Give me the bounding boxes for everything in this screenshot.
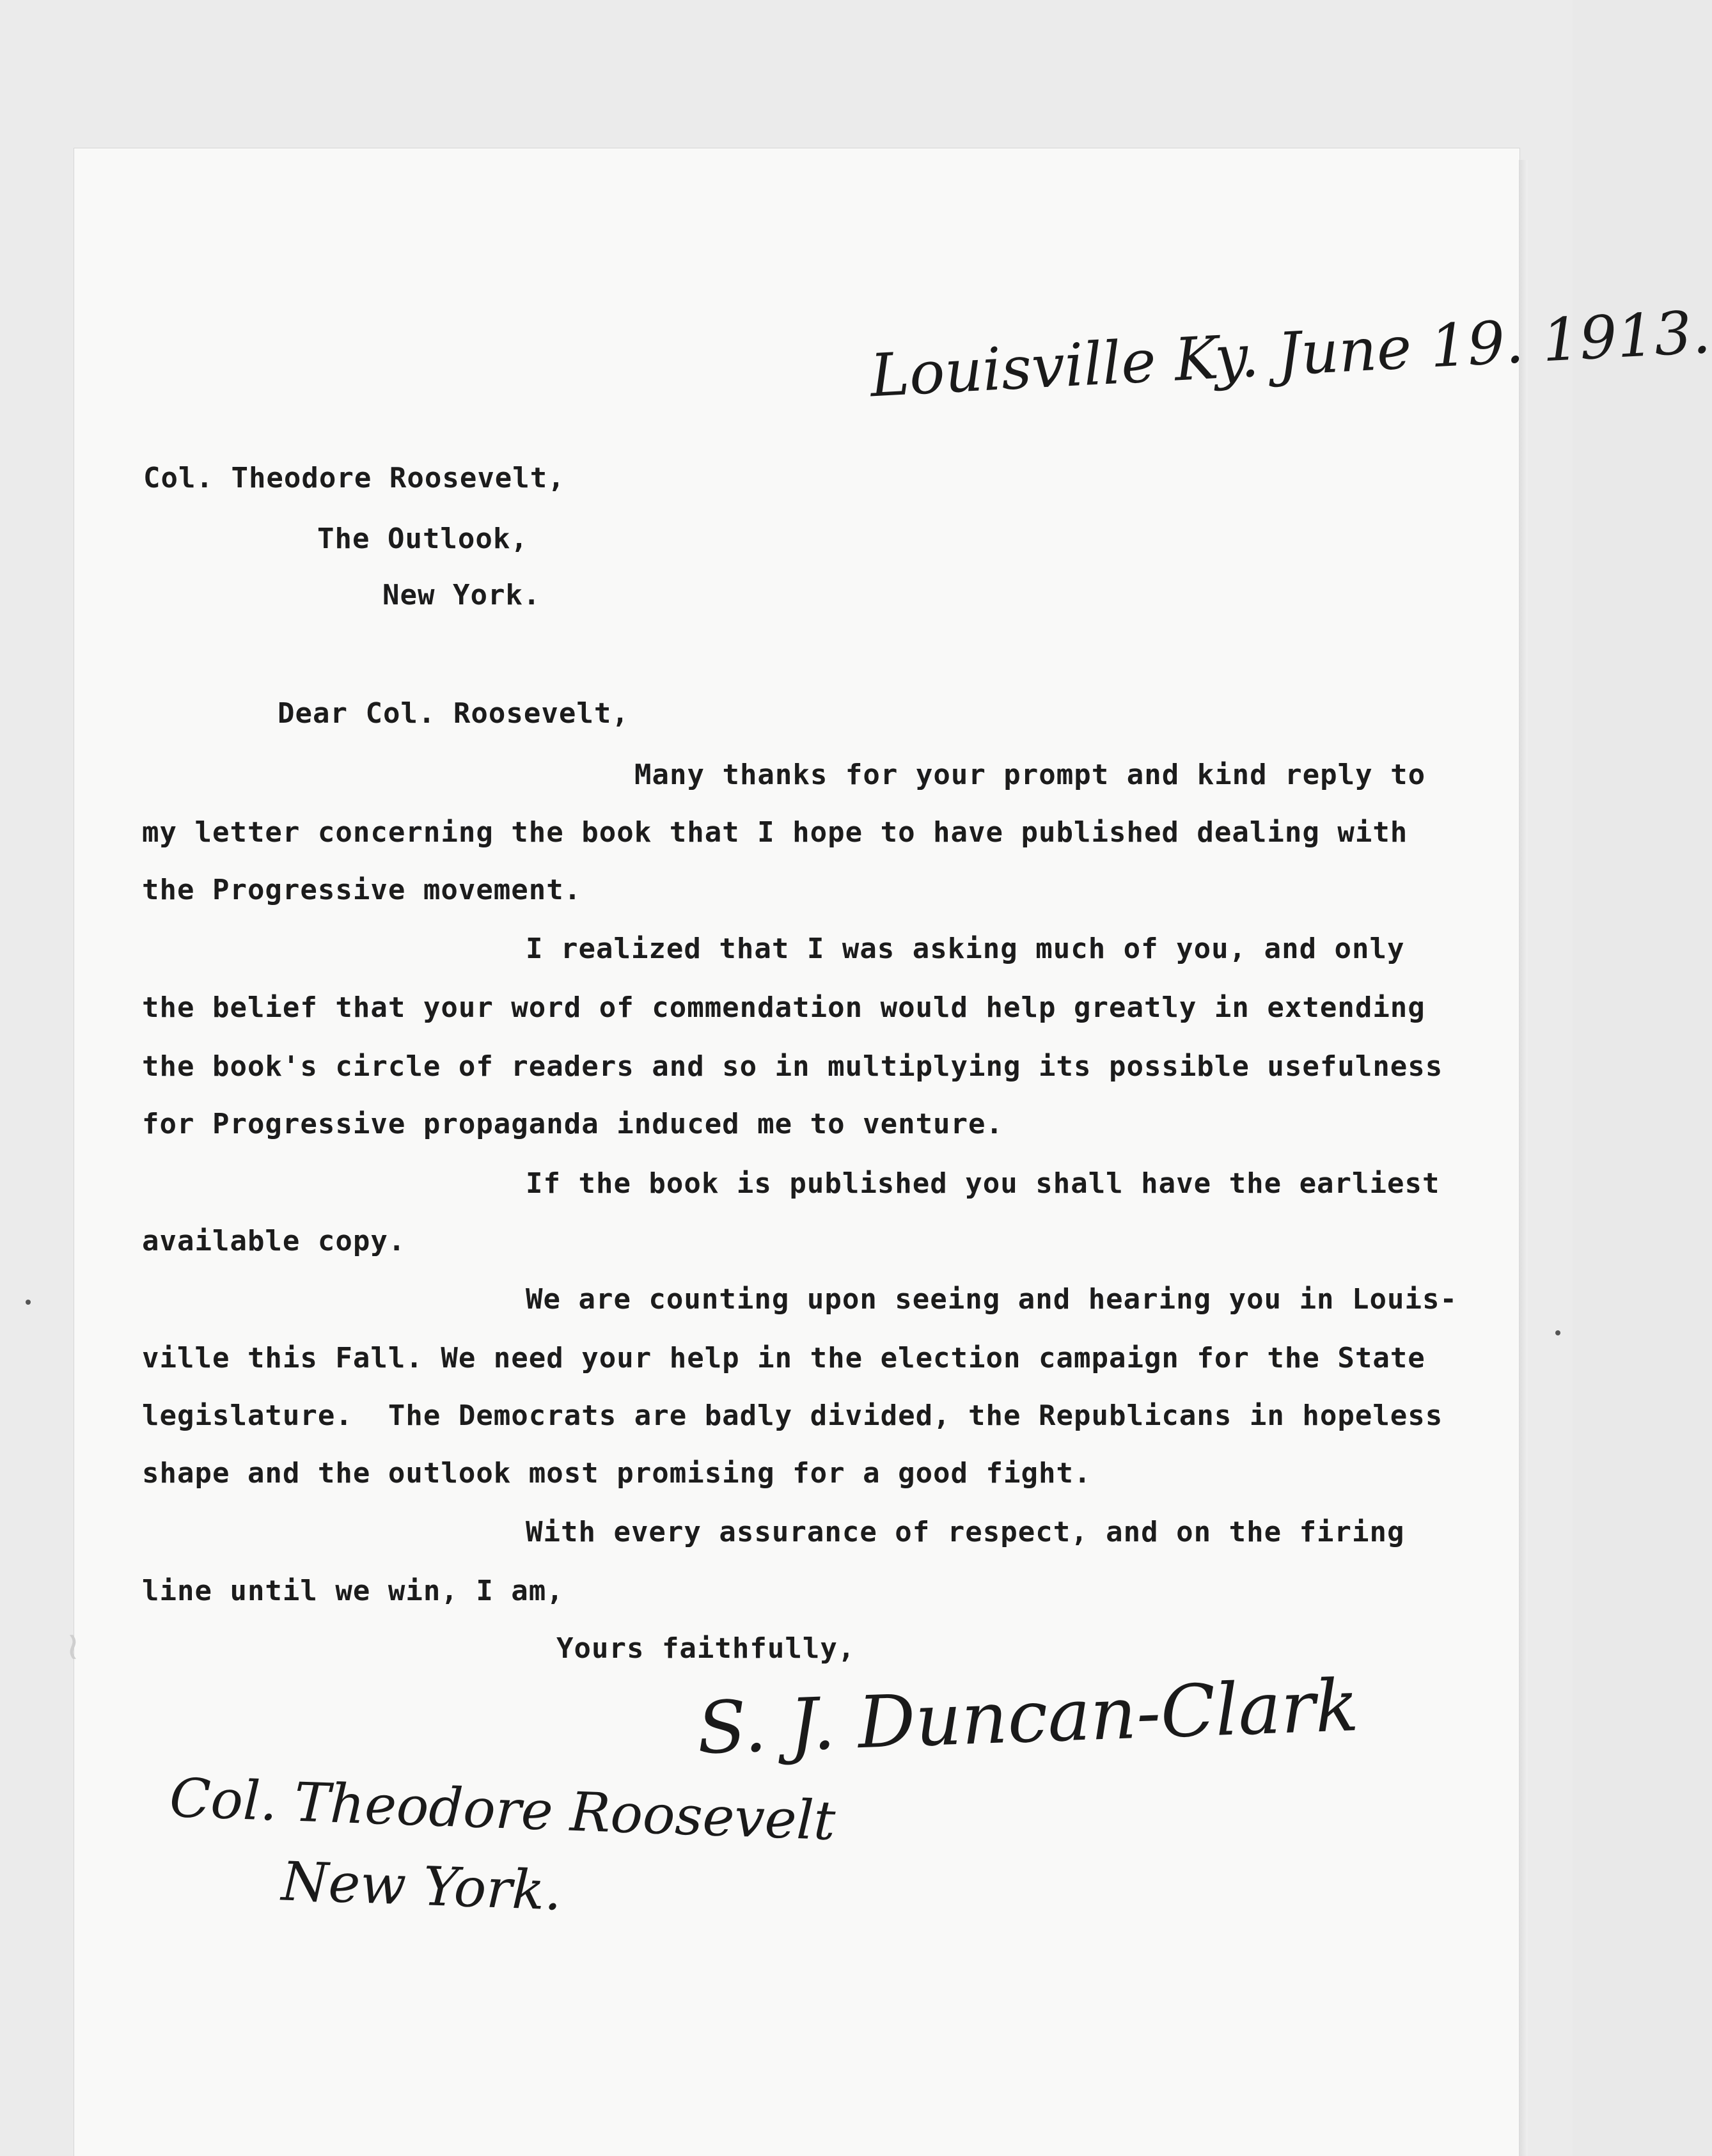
body-line-6: the book's circle of readers and so in multiplying its possible usefulness (142, 1050, 1443, 1083)
body-line-13: shape and the outlook most promising for a good fight. (142, 1457, 1092, 1490)
sheet-edge-shadow (1519, 160, 1528, 2156)
body-line-3: the Progressive movement. (142, 874, 582, 906)
handwritten-addressee-line-1: Col. Theodore Roosevelt (168, 1766, 836, 1853)
margin-smudge: ~ (51, 1630, 97, 1664)
body-line-2: my letter concerning the book that I hope to have published dealing with (142, 816, 1408, 849)
body-line-12: legislature. The Democrats are badly divided, the Republicans in hopeless (142, 1399, 1443, 1432)
body-line-14: With every assurance of respect, and on the firing (526, 1516, 1405, 1548)
handwritten-addressee-line-2: New York. (280, 1850, 563, 1923)
body-line-1: Many thanks for your prompt and kind reply to (634, 759, 1426, 791)
address-line-2: The Outlook, (317, 523, 528, 555)
body-line-5: the belief that your word of commendation would help greatly in extending (142, 991, 1425, 1024)
body-line-9: available copy. (142, 1225, 406, 1257)
body-line-11: ville this Fall. We need your help in the election campaign for the State (142, 1342, 1425, 1374)
signature: S. J. Duncan-Clark (696, 1664, 1360, 1771)
scan-speck-left (26, 1300, 31, 1305)
address-line-1: Col. Theodore Roosevelt, (143, 462, 565, 494)
body-line-10: We are counting upon seeing and hearing you in Louis- (526, 1283, 1457, 1316)
address-line-3: New York. (382, 579, 541, 611)
body-line-7: for Progressive propaganda induced me to venture. (142, 1108, 1004, 1140)
closing: Yours faithfully, (556, 1632, 856, 1665)
dateline: Louisville Ky. June 19. 1913. (868, 297, 1712, 411)
salutation: Dear Col. Roosevelt, (278, 697, 629, 730)
body-line-15: line until we win, I am, (142, 1575, 564, 1607)
body-line-4: I realized that I was asking much of you, and only (526, 932, 1405, 965)
body-line-8: If the book is published you shall have the earliest (526, 1167, 1440, 1200)
scan-speck-right (1555, 1330, 1560, 1335)
